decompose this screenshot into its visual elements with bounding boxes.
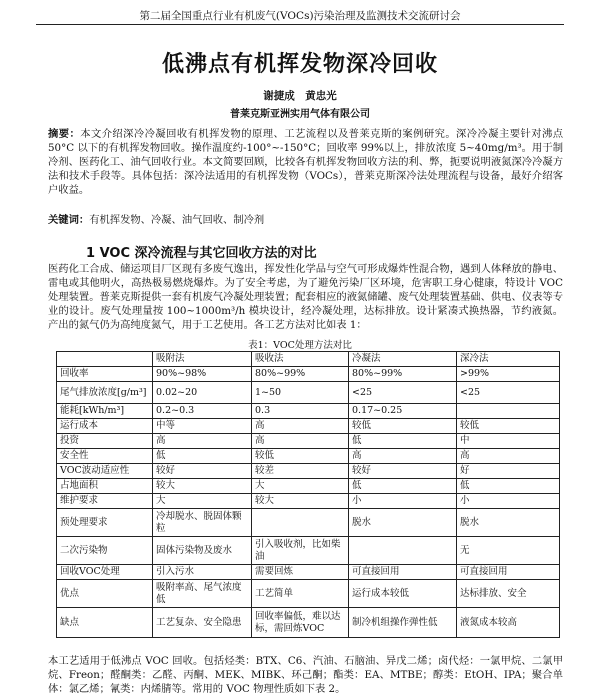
table-row [57, 494, 560, 509]
table-cell: 较大 [252, 494, 349, 509]
row-label-cell: 二次污染物 [57, 537, 153, 565]
table-cell: 90%~98% [153, 367, 252, 382]
table-cell: 低 [153, 449, 252, 464]
keywords-label: 关键词： [48, 214, 90, 226]
table-cell [252, 509, 349, 537]
table-cell: 脱水 [457, 509, 560, 537]
table-header-cell: 冷凝法 [349, 352, 457, 367]
table-row [57, 580, 560, 608]
row-label-cell: 优点 [57, 580, 153, 608]
table-cell: 较低 [349, 419, 457, 434]
table-cell: 液氮成本较高 [457, 608, 560, 638]
keywords [48, 211, 563, 226]
table-cell: >99% [457, 367, 560, 382]
table-cell: 工艺复杂、安全隐患 [153, 608, 252, 638]
table-cell: 80%~99% [252, 367, 349, 382]
table-cell: 可直接回用 [457, 565, 560, 580]
table-cell: 小 [349, 494, 457, 509]
table-row [57, 479, 560, 494]
abstract-label: 摘要： [48, 128, 81, 140]
section-body: 医药化工合成、储运项目厂区现有多废气逸出，挥发性化学品与空气可形成爆炸性混合物，遇到人体释放的静电、雷电或其他明火，高热极易燃烧爆炸。为了安全考虑，为了避免污染厂区环境，危害职工身心健康，特设计 VOC 处理装置。普莱克斯提供一套有机废气冷凝处理装置；配套相应的液氮储罐、废气处理装置基础、供电、仪表等专业的设计。废气处理量按 100~1000m³/h 模块设计，经冷凝处理，达标排放。设计紧凑式换热器，节约液氮。产出的氮气仍为高纯度氮气，用于工艺使用。各工艺方法对比如表 1： [48, 263, 563, 331]
table-row [57, 537, 560, 565]
row-label-cell: 维护要求 [57, 494, 153, 509]
table-cell: 较差 [252, 464, 349, 479]
table-cell: 高 [252, 419, 349, 434]
table-cell: 低 [349, 479, 457, 494]
table-cell: 固体污染物及废水 [153, 537, 252, 565]
paper-title: 低沸点有机挥发物深冷回收 [161, 52, 438, 77]
table-cell: 中 [457, 434, 560, 449]
table-row [57, 419, 560, 434]
closing-paragraph: 本工艺适用于低沸点 VOC 回收。包括烃类：BTX、C6、汽油、石脑油、异戊二烯；卤代烃：一氯甲烷、二氯甲烷、Freon；醛酮类：乙醛、丙酮、MEK、MIBK、环己酮；酯类：EA、MTBE；醇类：EtOH、IPA；聚合单体：氯乙烯；氰类：内烯腈等。常用的 VOC 物理性质如下表 2。 [48, 655, 563, 695]
table-row [57, 382, 560, 404]
row-label-cell: 投资 [57, 434, 153, 449]
table-cell: 吸附率高、尾气浓度低 [153, 580, 252, 608]
table-row [57, 404, 560, 419]
table-cell: 引入污水 [153, 565, 252, 580]
table-cell: 较大 [153, 479, 252, 494]
table-cell: 引入吸收剂，比如柴油 [252, 537, 349, 565]
table-cell: 0.02~20 [153, 382, 252, 404]
row-label-cell: 能耗[kWh/m³] [57, 404, 153, 419]
table-cell: 可直接回用 [349, 565, 457, 580]
table-cell: 中等 [153, 419, 252, 434]
table-cell: 0.2~0.3 [153, 404, 252, 419]
abstract [48, 127, 563, 197]
table-cell: 需要回炼 [252, 565, 349, 580]
table-cell: 冷却脱水、脱固体颗粒 [153, 509, 252, 537]
table-cell [349, 537, 457, 565]
table-cell: 0.17~0.25 [349, 404, 457, 419]
table-cell: 80%~99% [349, 367, 457, 382]
table-cell: 较好 [349, 464, 457, 479]
table-row [57, 509, 560, 537]
row-label-cell: 回收率 [57, 367, 153, 382]
table-cell: 高 [349, 449, 457, 464]
table-cell: 1~50 [252, 382, 349, 404]
row-label-cell: 缺点 [57, 608, 153, 638]
table-cell: 大 [252, 479, 349, 494]
table-cell: 高 [153, 434, 252, 449]
table-cell: 较好 [153, 464, 252, 479]
table-cell [457, 404, 560, 419]
table-cell: 高 [252, 434, 349, 449]
table-cell: 小 [457, 494, 560, 509]
row-label-cell: VOC波动适应性 [57, 464, 153, 479]
table-header-row [57, 352, 560, 367]
table-cell: 达标排放、安全 [457, 580, 560, 608]
table-cell: 制冷机组操作弹性低 [349, 608, 457, 638]
header-rule [36, 24, 564, 25]
table-header-cell [57, 352, 153, 367]
table-cell: <25 [457, 382, 560, 404]
row-label-cell: 安全性 [57, 449, 153, 464]
table-row [57, 449, 560, 464]
table-cell: 脱水 [349, 509, 457, 537]
row-label-cell: 尾气排放浓度[g/m³] [57, 382, 153, 404]
affiliation: 普莱克斯亚洲实用气体有限公司 [230, 109, 370, 120]
abstract-text: 本文介绍深冷冷凝回收有机挥发物的原理、工艺流程以及普莱克斯的案例研究。深冷冷凝主要针对沸点 50°C 以下的有机挥发物回收。操作温度约-100°~-150°C；回收率 99%以上，排放浓度 5~40mg/m³。用于制冷剂、医药化工、油气回收行业。本文简要回顾，比较各有机挥发物回收方法的利、弊，扼要说明液氮深冷冷凝方法和技术手段等。具体包括：深冷法适用的有机挥发物（VOCs），普莱克斯深冷法处理流程与设备，最好介绍客户收益。 [48, 128, 564, 196]
table-cell: 0.3 [252, 404, 349, 419]
section-heading: 1 VOC 深冷流程与其它回收方法的对比 [86, 246, 317, 261]
row-label-cell: 运行成本 [57, 419, 153, 434]
table-cell: 低 [349, 434, 457, 449]
table-cell: 工艺简单 [252, 580, 349, 608]
table-cell: 大 [153, 494, 252, 509]
table-header-cell: 深冷法 [457, 352, 560, 367]
table-cell: 高 [457, 449, 560, 464]
table-row [57, 565, 560, 580]
table-cell: 低 [457, 479, 560, 494]
keywords-text: 有机挥发物、冷凝、油气回收、制冷剂 [89, 214, 265, 226]
table-cell: 较低 [457, 419, 560, 434]
table-header-cell: 吸附法 [153, 352, 252, 367]
table-cell: <25 [349, 382, 457, 404]
table-cell: 回收率偏低，难以达标，需回炼VOC [252, 608, 349, 638]
table-caption: 表1：VOC处理方法对比 [248, 340, 352, 351]
table-row [57, 608, 560, 638]
comparison-table [56, 351, 560, 638]
table-cell: 无 [457, 537, 560, 565]
table-cell: 较低 [252, 449, 349, 464]
table-cell: 运行成本较低 [349, 580, 457, 608]
table-row [57, 367, 560, 382]
table-row [57, 434, 560, 449]
row-label-cell: 占地面积 [57, 479, 153, 494]
row-label-cell: 预处理要求 [57, 509, 153, 537]
table-header-cell: 吸收法 [252, 352, 349, 367]
table-row [57, 464, 560, 479]
table-cell: 好 [457, 464, 560, 479]
row-label-cell: 回收VOC处理 [57, 565, 153, 580]
authors: 谢捷成 黄忠光 [263, 90, 337, 102]
running-header: 第二届全国重点行业有机废气(VOCs)污染治理及监测技术交流研讨会 [139, 10, 461, 22]
